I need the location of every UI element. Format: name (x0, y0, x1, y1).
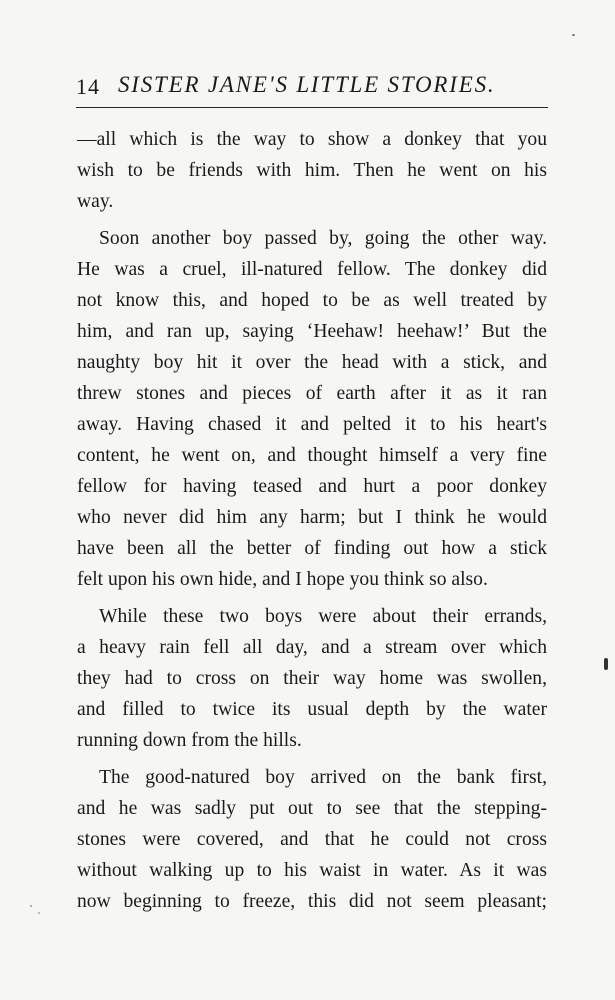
text-line: stones were covered, and that he could not cross (77, 829, 547, 850)
paragraph-1 (77, 124, 547, 217)
text-line: wish to be friends with him. Then he went on his (77, 160, 547, 181)
text-line: they had to cross on their way home was swollen, (77, 668, 547, 689)
header-rule (76, 107, 548, 108)
text-line: him, and ran up, saying ‘Heehaw! heehaw!’ But the (77, 321, 547, 342)
text-line: naughty boy hit it over the head with a stick, and (77, 352, 547, 373)
paragraph-4 (77, 762, 547, 917)
text-line: have been all the better of finding out how a stick (77, 538, 547, 559)
page-header (76, 70, 548, 104)
text-line: felt upon his own hide, and I hope you think so also. (77, 569, 488, 590)
text-line: Soon another boy passed by, going the other way. (99, 228, 547, 249)
text-line: and filled to twice its usual depth by the water (77, 699, 547, 720)
text-line: way. (77, 191, 114, 212)
text-line: The good-natured boy arrived on the bank first, (99, 767, 547, 788)
text-line: without walking up to his waist in water. As it was (77, 860, 547, 881)
scan-speck (38, 912, 40, 914)
text-line: threw stones and pieces of earth after it as it ran (77, 383, 547, 404)
text-line: away. Having chased it and pelted it to his heart's (77, 414, 547, 435)
text-line: who never did him any harm; but I think he would (77, 507, 547, 528)
running-title: SISTER JANE'S LITTLE STORIES. (118, 72, 496, 97)
scan-speck (30, 905, 32, 907)
paragraph-3 (77, 601, 547, 756)
paragraph-2 (77, 223, 547, 595)
page-number: 14 (76, 74, 100, 99)
body-text (77, 124, 547, 917)
text-line: He was a cruel, ill-natured fellow. The donkey did (77, 259, 547, 280)
text-line: —all which is the way to show a donkey that you (77, 129, 547, 150)
text-line: and he was sadly put out to see that the stepping- (77, 798, 547, 819)
text-line: content, he went on, and thought himself a very fine (77, 445, 547, 466)
text-line: now beginning to freeze, this did not seem pleasant; (77, 891, 547, 912)
text-line: While these two boys were about their errands, (99, 606, 547, 627)
text-line: fellow for having teased and hurt a poor donkey (77, 476, 547, 497)
text-line: a heavy rain fell all day, and a stream over which (77, 637, 547, 658)
text-line: running down from the hills. (77, 730, 302, 751)
scan-speck (604, 658, 608, 670)
text-line: not know this, and hoped to be as well treated by (77, 290, 547, 311)
scan-speck (572, 34, 575, 36)
